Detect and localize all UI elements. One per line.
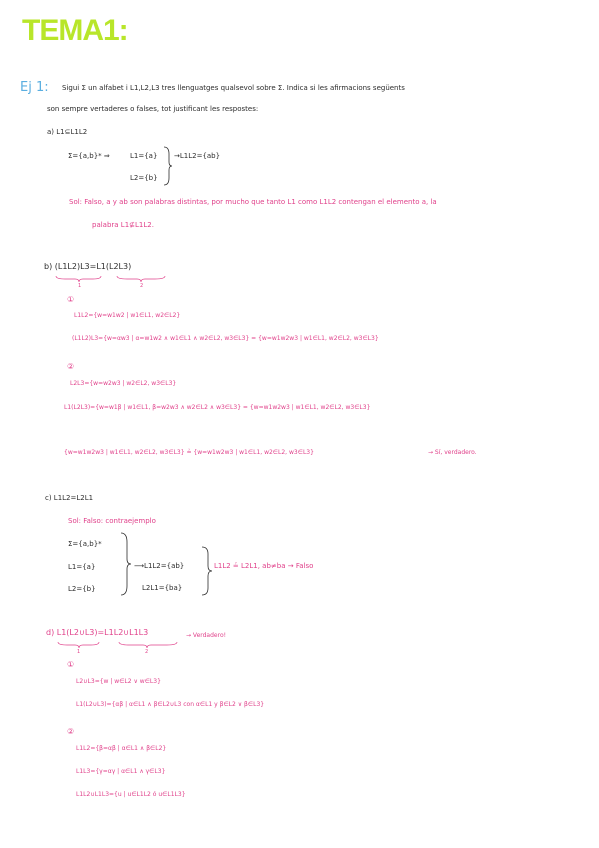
part-b-line-1: L1L2={w=w1w2 | w1∈L1, w2∈L2} bbox=[74, 312, 181, 319]
part-d-mark-2: ② bbox=[67, 727, 75, 736]
part-a-solution-line-2: palabra L1⊈L1L2. bbox=[92, 221, 154, 229]
part-d-line-5: L1L2∪L1L3={u | u∈L1L2 ó u∈L1L3} bbox=[76, 791, 186, 798]
part-a-solution-line-1: Sol: Falso, a y ab son palabras distintas, por mucho que tanto L1 como L1L2 contengan el elemento a, la bbox=[69, 198, 437, 206]
part-d-mark-1: ① bbox=[67, 660, 75, 669]
part-a-l2: L2={b} bbox=[130, 174, 158, 182]
part-b-result: → Sí, verdadero. bbox=[428, 449, 477, 456]
part-d-line-3: L1L2={β=αβ | α∈L1 ∧ β∈L2} bbox=[76, 745, 167, 752]
part-b-line-2: (L1L2)L3={w=αw3 | α=w1w2 ∧ w1∈L1 ∧ w2∈L2, w3∈L3} = {w=w1w2w3 | w1∈L1, w2∈L2, w3∈L3} bbox=[72, 335, 379, 342]
part-a-brace bbox=[163, 146, 173, 186]
part-d-line-1: L2∪L3={w | w∈L2 ∨ w∈L3} bbox=[76, 678, 161, 685]
part-d-heading: d) L1(L2∪L3)=L1L2∪L1L3 bbox=[46, 628, 149, 637]
part-b-line-4: L1(L2L3)={w=w1β | w1∈L1, β=w2w3 ∧ w2∈L2 ∧ w3∈L3} = {w=w1w2w3 | w1∈L1, w2∈L2, w3∈L3} bbox=[64, 404, 371, 411]
part-d-sub-1: 1 bbox=[77, 649, 81, 655]
part-b-mark-1: ① bbox=[67, 295, 75, 304]
part-b-sub-1: 1 bbox=[78, 283, 82, 289]
statement-line-2: son sempre vertaderes o falses, tot justificant les respostes: bbox=[47, 105, 259, 113]
part-c-r1: ⟶L1L2={ab} bbox=[134, 562, 185, 570]
part-c-r2: L2L1={ba} bbox=[142, 584, 183, 592]
part-a-result: →L1L2={ab} bbox=[174, 152, 221, 160]
part-d-line-4: L1L3={γ=αγ | α∈L1 ∧ γ∈L3} bbox=[76, 768, 166, 775]
part-a-l1: L1={a} bbox=[130, 152, 158, 160]
part-d-line-2: L1(L2∪L3)={αβ | α∈L1 ∧ β∈L2∪L3 con α∈L1 y β∈L2 ∨ β∈L3} bbox=[76, 701, 265, 708]
exercise-label: Ej 1: bbox=[20, 80, 49, 95]
part-a-sigma: Σ={a,b}* ⇒ bbox=[68, 152, 110, 160]
statement-line-1: Sigui Σ un alfabet i L1,L2,L3 tres llenguatges qualsevol sobre Σ. Indica si les afirmacions següents bbox=[62, 84, 405, 92]
part-a-heading: a) L1⊆L1L2 bbox=[47, 128, 88, 136]
part-c-brace-left bbox=[120, 532, 132, 596]
part-b-heading: b) (L1L2)L3=L1(L2L3) bbox=[44, 262, 132, 271]
part-c-solution: Sol: Falso: contraejemplo bbox=[68, 517, 156, 525]
part-c-l2: L2={b} bbox=[68, 585, 96, 593]
part-d-sub-2: 2 bbox=[145, 649, 149, 655]
part-d-heading-result: → Verdadero! bbox=[186, 632, 227, 639]
part-c-result: L1L2 ≟ L2L1, ab≠ba → Falso bbox=[214, 562, 314, 570]
part-c-r1-text: L1L2={ab} bbox=[144, 562, 185, 570]
part-b-underbraces bbox=[55, 275, 175, 285]
part-c-heading: c) L1L2=L2L1 bbox=[45, 494, 94, 502]
part-b-sub-2: 2 bbox=[140, 283, 144, 289]
part-b-mark-2: ② bbox=[67, 362, 75, 371]
part-c-brace-right bbox=[201, 546, 213, 596]
page-title: TEMA1: bbox=[22, 14, 128, 47]
part-b-line-5: {w=w1w2w3 | w1∈L1, w2∈L2, w3∈L3} ≟ {w=w1w2w3 | w1∈L1, w2∈L2, w3∈L3} bbox=[64, 449, 314, 456]
part-b-line-3: L2L3={w=w2w3 | w2∈L2, w3∈L3} bbox=[70, 380, 177, 387]
part-c-l1: L1={a} bbox=[68, 563, 96, 571]
part-c-sigma: Σ={a,b}* bbox=[68, 540, 102, 548]
